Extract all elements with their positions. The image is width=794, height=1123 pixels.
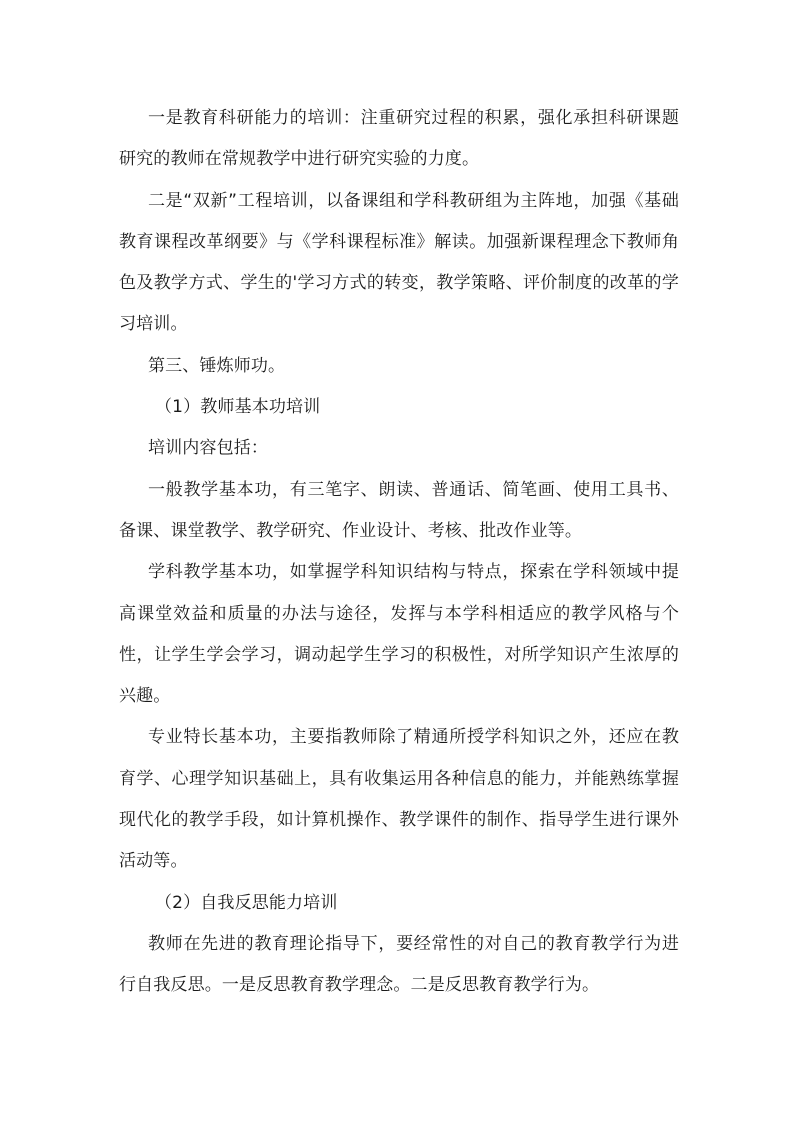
heading-third-section: 第三、锤炼师功。 <box>148 355 286 376</box>
subheading-self-reflection: （2）自我反思能力培训 <box>155 892 338 913</box>
document-body <box>119 98 679 1007</box>
paragraph-research-training: 一是教育科研能力的培训：注重研究过程的积累，强化承担科研课题研究的教师在常规教学中进行研究实验的力度。 <box>119 108 679 170</box>
subheading-basic-skills: （1）教师基本功培训 <box>155 397 321 418</box>
paragraph-self-reflection: 教师在先进的教育理论指导下，要经常性的对自己的教育教学行为进行自我反思。一是反思教育教学理念。二是反思教育教学行为。 <box>119 933 679 996</box>
paragraph-double-new-training: 二是“双新”工程培训，以备课组和学科教研组为主阵地，加强《基础教育课程改革纲要》与《学科课程标准》解读。加强新课程理念下教师角色及教学方式、学生的'学习方式的转变，教学策略、评价制度的改革的学习培训。 <box>119 190 679 335</box>
paragraph-specialty-skills: 专业特长基本功，主要指教师除了精通所授学科知识之外，还应在教育学、心理学知识基础上，具有收集运用各种信息的能力，并能熟练掌握现代化的教学手段，如计算机操作、教学课件的制作、指导学生进行课外活动等。 <box>119 727 679 872</box>
paragraph-subject-skills: 学科教学基本功，如掌握学科知识结构与特点，探索在学科领域中提高课堂效益和质量的办法与途径，发挥与本学科相适应的教学风格与个性，让学生学会学习，调动起学生学习的积极性，对所学知识产生浓厚的兴趣。 <box>119 562 679 707</box>
paragraph-general-skills: 一般教学基本功，有三笔字、朗读、普通话、简笔画、使用工具书、备课、课堂教学、教学研究、作业设计、考核、批改作业等。 <box>119 479 679 541</box>
paragraph-training-content-intro: 培训内容包括： <box>148 438 269 459</box>
